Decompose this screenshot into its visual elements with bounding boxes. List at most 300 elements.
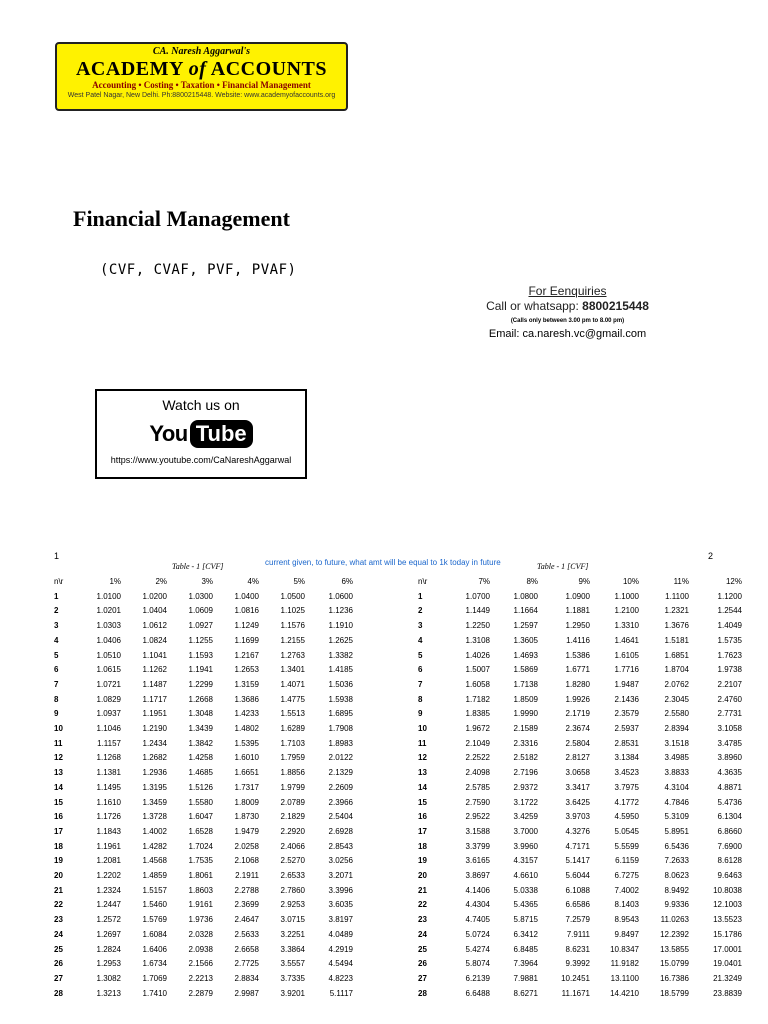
factor-cell: 1.0721 (96, 679, 121, 689)
page-number-right: 2 (708, 551, 714, 561)
phone-number[interactable]: 8800215448 (582, 299, 649, 313)
period-cell: 9 (418, 709, 423, 719)
table-row (418, 943, 742, 958)
logo-owner: CA. Naresh Aggarwal's (152, 46, 251, 57)
table-row (418, 590, 742, 605)
factor-cell: 3.1722 (513, 797, 538, 807)
factor-cell: 1.1025 (280, 606, 305, 616)
factor-cell: 4.7846 (664, 797, 689, 807)
factor-cell: 5.8951 (664, 826, 689, 836)
table-row (418, 722, 742, 737)
factor-cell: 8.9492 (664, 885, 689, 895)
factor-cell: 1.5735 (717, 635, 742, 645)
youtube-url[interactable]: https://www.youtube.com/CaNareshAggarwal (110, 455, 292, 465)
factor-cell: 5.1117 (329, 988, 353, 998)
factor-cell: 5.1417 (565, 856, 590, 866)
factor-cell: 1.2572 (96, 915, 121, 925)
factor-cell: 1.2250 (465, 621, 490, 631)
table-row (54, 796, 353, 811)
factor-cell: 1.2447 (96, 900, 121, 910)
table-row (54, 957, 353, 972)
factor-cell: 1.1200 (717, 591, 742, 601)
table-row (418, 781, 742, 796)
factor-cell: 2.9372 (513, 782, 538, 792)
factor-cell: 3.9703 (565, 812, 590, 822)
period-header: n\r (54, 577, 64, 586)
factor-cell: 1.6771 (565, 665, 590, 675)
factor-cell: 2.9253 (280, 900, 305, 910)
factor-cell: 4.0489 (328, 929, 353, 939)
factor-cell: 2.5404 (328, 812, 353, 822)
factor-cell: 1.1157 (97, 738, 121, 748)
logo-word-academy: ACADEMY (75, 58, 184, 80)
period-cell: 18 (54, 841, 63, 851)
factor-cell: 1.4641 (614, 635, 639, 645)
factor-cell: 4.7171 (565, 841, 590, 851)
factor-cell: 1.8009 (234, 797, 259, 807)
factor-cell: 1.2155 (280, 635, 305, 645)
period-cell: 1 (418, 591, 423, 601)
factor-cell: 1.6047 (188, 812, 213, 822)
factor-cell: 10.8038 (713, 885, 742, 895)
factor-cell: 6.8485 (513, 944, 538, 954)
period-cell: 4 (54, 635, 59, 645)
period-cell: 14 (418, 782, 427, 792)
factor-cell: 4.4304 (465, 900, 490, 910)
period-cell: 16 (418, 812, 427, 822)
factor-cell: 1.8385 (465, 709, 490, 719)
period-cell: 17 (418, 826, 427, 836)
factor-cell: 4.3104 (664, 782, 689, 792)
factor-cell: 21.3249 (713, 973, 742, 983)
factor-cell: 5.0338 (513, 885, 538, 895)
factor-cell: 1.6289 (280, 724, 305, 734)
factor-cell: 13.5523 (713, 915, 742, 925)
factor-cell: 1.1255 (188, 635, 213, 645)
factor-cell: 1.5395 (234, 738, 259, 748)
table-row (54, 663, 353, 678)
period-cell: 12 (418, 753, 427, 763)
factor-cell: 1.7410 (142, 988, 167, 998)
factor-cell: 6.1088 (565, 885, 590, 895)
factor-cell: 3.0658 (565, 768, 590, 778)
factor-cell: 1.0937 (96, 709, 121, 719)
factor-cell: 1.0612 (142, 621, 167, 631)
factor-cell: 1.3728 (142, 812, 167, 822)
factor-cell: 3.5557 (280, 959, 305, 969)
factor-cell: 1.5181 (664, 635, 689, 645)
factor-cell: 1.8280 (565, 679, 590, 689)
factor-cell: 5.0724 (465, 929, 490, 939)
factor-cell: 1.8061 (188, 871, 213, 881)
factor-cell: 12.1003 (713, 900, 742, 910)
factor-cell: 3.1518 (664, 738, 689, 748)
factor-cell: 7.9881 (513, 973, 538, 983)
factor-cell: 3.9201 (280, 988, 305, 998)
period-cell: 7 (418, 679, 423, 689)
factor-cell: 5.6044 (565, 871, 590, 881)
factor-cell: 1.4685 (188, 768, 213, 778)
factor-cell: 1.2668 (188, 694, 213, 704)
factor-cell: 2.8127 (565, 753, 590, 763)
email-line[interactable]: Email: ca.naresh.vc@gmail.com (488, 328, 647, 340)
youtube-logo-you: You (149, 421, 188, 446)
factor-cell: 1.9799 (280, 782, 305, 792)
factor-cell: 13.1100 (610, 973, 639, 983)
table-row (418, 619, 742, 634)
factor-cell: 8.6231 (565, 944, 590, 954)
factor-cell: 1.5869 (513, 665, 538, 675)
factor-cell: 1.1576 (280, 621, 305, 631)
factor-cell: 1.3686 (234, 694, 259, 704)
factor-cell: 1.0816 (234, 606, 259, 616)
table-row (418, 854, 742, 869)
factor-cell: 8.6128 (717, 856, 742, 866)
table-row (418, 796, 742, 811)
logo-address: West Patel Nagar, New Delhi. Ph:8800215448. Website: www.academyofaccounts.org (67, 92, 336, 99)
factor-cell: 1.5036 (328, 679, 353, 689)
factor-cell: 1.5938 (328, 694, 353, 704)
table-row (54, 604, 353, 619)
period-cell: 12 (54, 753, 63, 763)
phone-line (470, 298, 665, 314)
factor-cell: 2.6533 (280, 871, 305, 881)
factor-cell: 13.5855 (660, 944, 689, 954)
factor-cell: 2.3579 (614, 709, 639, 719)
logo-word-of: of (188, 58, 207, 80)
factor-cell: 3.8197 (328, 915, 353, 925)
factor-cell: 1.4002 (142, 826, 167, 836)
factor-cell: 2.9522 (465, 812, 490, 822)
rate-header: 12% (725, 577, 742, 586)
period-cell: 24 (54, 929, 63, 939)
rate-header: 8% (526, 577, 538, 586)
table-row (54, 619, 353, 634)
table-row (418, 649, 742, 664)
factor-cell: 7.9111 (566, 929, 590, 939)
table-row (418, 707, 742, 722)
factor-cell: 1.4026 (465, 650, 490, 660)
factor-cell: 6.1159 (615, 856, 639, 866)
table-row (54, 898, 353, 913)
factor-cell: 2.0938 (188, 944, 213, 954)
table-row (418, 884, 742, 899)
table-row (54, 840, 353, 855)
factor-cell: 1.0510 (96, 650, 121, 660)
factor-cell: 1.2081 (96, 856, 121, 866)
period-cell: 11 (418, 738, 427, 748)
factor-cell: 1.1843 (96, 826, 121, 836)
period-cell: 16 (54, 812, 63, 822)
factor-cell: 2.2879 (188, 988, 213, 998)
factor-cell: 1.0700 (465, 591, 490, 601)
factor-cell: 3.8960 (717, 753, 742, 763)
factor-cell: 9.9336 (664, 900, 689, 910)
factor-cell: 1.6651 (234, 768, 259, 778)
factor-cell: 1.1449 (465, 606, 490, 616)
period-cell: 9 (54, 709, 59, 719)
factor-cell: 6.1304 (717, 812, 742, 822)
factor-cell: 2.1436 (614, 694, 639, 704)
factor-cell: 1.0500 (280, 591, 305, 601)
factor-cell: 5.8715 (513, 915, 538, 925)
table-row (418, 766, 742, 781)
factor-cell: 7.2633 (664, 856, 689, 866)
factor-cell: 2.7196 (513, 768, 538, 778)
factor-cell: 1.4775 (280, 694, 305, 704)
period-cell: 5 (418, 650, 423, 660)
phone-label: Call or whatsapp: (486, 299, 579, 313)
factor-cell: 1.1941 (188, 665, 213, 675)
factor-cell: 2.7590 (465, 797, 490, 807)
factor-cell: 1.3108 (465, 635, 490, 645)
rate-header: 9% (578, 577, 590, 586)
factor-cell: 1.1100 (665, 591, 689, 601)
factor-cell: 2.2107 (717, 679, 742, 689)
factor-cell: 1.6406 (142, 944, 167, 954)
factor-cell: 1.1610 (96, 797, 121, 807)
factor-cell: 2.0328 (188, 929, 213, 939)
annotation-note: current given, to future, what amt will be equal to 1k today in future (265, 558, 501, 567)
factor-cell: 6.5436 (664, 841, 689, 851)
factor-cell: 1.1046 (96, 724, 121, 734)
factor-cell: 1.2324 (96, 885, 121, 895)
table-row (418, 751, 742, 766)
factor-cell: 4.1406 (465, 885, 490, 895)
factor-cell: 1.6734 (142, 959, 167, 969)
factor-cell: 1.0300 (188, 591, 213, 601)
factor-cell: 1.8983 (328, 738, 353, 748)
factor-cell: 2.1829 (280, 812, 305, 822)
period-cell: 7 (54, 679, 59, 689)
youtube-logo-tube: Tube (190, 420, 253, 448)
table-row (418, 634, 742, 649)
table-title-left: Table - 1 [CVF] (172, 562, 224, 571)
page-number-left: 1 (54, 551, 60, 561)
factor-cell: 15.1786 (713, 929, 742, 939)
factor-cell: 11.0263 (660, 915, 689, 925)
table-row (418, 928, 742, 943)
factor-cell: 5.4365 (513, 900, 538, 910)
period-cell: 10 (54, 724, 63, 734)
contact-block (470, 284, 665, 340)
factor-cell: 1.9479 (234, 826, 259, 836)
factor-cell: 1.2202 (96, 871, 121, 881)
factor-cell: 1.0406 (96, 635, 121, 645)
factor-cell: 3.6035 (328, 900, 353, 910)
factor-cell: 2.3674 (565, 724, 590, 734)
table-row (54, 825, 353, 840)
table-row (418, 604, 742, 619)
logo-word-accounts: ACCOUNTS (210, 58, 328, 80)
factor-cell: 9.8497 (614, 929, 639, 939)
factor-cell: 1.1664 (513, 606, 538, 616)
period-cell: 25 (418, 944, 427, 954)
factor-cell: 5.3109 (664, 812, 689, 822)
period-cell: 5 (54, 650, 59, 660)
factor-cell: 4.3157 (513, 856, 538, 866)
factor-cell: 1.7182 (465, 694, 490, 704)
academy-logo (55, 42, 348, 111)
watch-us-label: Watch us on (162, 397, 240, 413)
factor-cell: 3.0256 (328, 856, 353, 866)
factor-cell: 3.4259 (513, 812, 538, 822)
factor-cell: 1.1268 (96, 753, 121, 763)
factor-cell: 1.0829 (96, 694, 121, 704)
period-cell: 25 (54, 944, 63, 954)
factor-cell: 3.7335 (280, 973, 305, 983)
factor-cell: 1.3159 (234, 679, 259, 689)
enquiries-heading: For Eenquiries (528, 284, 607, 298)
factor-cell: 1.2953 (96, 959, 121, 969)
factor-cell: 6.2139 (465, 973, 490, 983)
period-cell: 18 (418, 841, 427, 851)
factor-cell: 1.9926 (565, 694, 590, 704)
period-cell: 6 (418, 665, 423, 675)
factor-cell: 1.0200 (142, 591, 167, 601)
factor-cell: 3.1588 (465, 826, 490, 836)
factor-cell: 2.2609 (328, 782, 353, 792)
factor-cell: 2.4760 (717, 694, 742, 704)
period-cell: 26 (418, 959, 427, 969)
factor-cell: 1.0800 (513, 591, 538, 601)
rate-header: 7% (478, 577, 490, 586)
table-row (54, 913, 353, 928)
factor-cell: 5.0545 (614, 826, 639, 836)
factor-cell: 2.5785 (465, 782, 490, 792)
factor-cell: 1.3195 (142, 782, 167, 792)
factor-cell: 2.0762 (664, 679, 689, 689)
factor-cell: 1.7908 (328, 724, 353, 734)
factor-cell: 1.9161 (188, 900, 213, 910)
table-row (418, 737, 742, 752)
factor-cell: 1.1236 (328, 606, 353, 616)
factor-cell: 19.0401 (713, 959, 742, 969)
factor-cell: 1.3082 (96, 973, 121, 983)
rate-header: 5% (293, 577, 305, 586)
factor-cell: 1.6895 (328, 709, 353, 719)
period-cell: 6 (54, 665, 59, 675)
period-cell: 3 (418, 621, 423, 631)
table-row (54, 987, 353, 1002)
factor-cell: 8.1403 (614, 900, 639, 910)
factor-cell: 1.8856 (280, 768, 305, 778)
period-cell: 13 (54, 768, 63, 778)
table-row (54, 590, 353, 605)
factor-cell: 1.3842 (188, 738, 213, 748)
factor-cell: 4.1772 (614, 797, 639, 807)
period-cell: 4 (418, 635, 423, 645)
period-cell: 27 (418, 973, 427, 983)
factor-cell: 3.6425 (565, 797, 590, 807)
factor-cell: 1.1726 (96, 812, 121, 822)
factor-cell: 4.3635 (717, 768, 742, 778)
factor-cell: 1.5769 (142, 915, 167, 925)
factor-cell: 2.5937 (614, 724, 639, 734)
factor-cell: 1.0404 (142, 606, 167, 616)
period-cell: 28 (54, 988, 63, 998)
factor-cell: 1.1262 (142, 665, 167, 675)
factor-cell: 7.2579 (565, 915, 590, 925)
factor-cell: 1.9672 (465, 724, 490, 734)
factor-cell: 1.1699 (234, 635, 259, 645)
factor-cell: 1.7024 (188, 841, 213, 851)
factor-cell: 2.0122 (328, 753, 353, 763)
period-cell: 13 (418, 768, 427, 778)
factor-cell: 1.1381 (96, 768, 121, 778)
factor-cell: 1.0600 (328, 591, 353, 601)
document-subtitle: (CVF, CVAF, PVF, PVAF) (100, 262, 297, 278)
factor-cell: 1.6010 (234, 753, 259, 763)
factor-cell: 1.5386 (565, 650, 590, 660)
factor-cell: 2.1068 (234, 856, 259, 866)
table-row (418, 987, 742, 1002)
factor-cell: 2.2522 (465, 753, 490, 763)
factor-cell: 1.4233 (234, 709, 259, 719)
period-cell: 20 (54, 871, 63, 881)
factor-cell: 3.7000 (513, 826, 538, 836)
factor-cell: 7.6900 (717, 841, 742, 851)
factor-cell: 17.0001 (713, 944, 742, 954)
youtube-banner[interactable] (95, 389, 307, 479)
factor-cell: 3.1058 (717, 724, 742, 734)
factor-cell: 1.5580 (188, 797, 213, 807)
factor-cell: 3.4523 (614, 768, 639, 778)
table-row (418, 825, 742, 840)
factor-cell: 1.2299 (188, 679, 213, 689)
factor-cell: 1.1910 (328, 621, 353, 631)
factor-cell: 2.4647 (234, 915, 259, 925)
period-cell: 19 (418, 856, 427, 866)
table-header-row (418, 575, 742, 590)
factor-cell: 1.5513 (280, 709, 305, 719)
factor-cell: 2.2920 (280, 826, 305, 836)
factor-cell: 1.1951 (142, 709, 167, 719)
factor-cell: 1.0927 (188, 621, 213, 631)
factor-cell: 5.4736 (717, 797, 742, 807)
factor-cell: 4.8871 (717, 782, 742, 792)
factor-cell: 2.8394 (664, 724, 689, 734)
factor-cell: 1.5126 (188, 782, 213, 792)
period-cell: 21 (418, 885, 427, 895)
factor-cell: 3.3996 (328, 885, 353, 895)
factor-cell: 2.7860 (280, 885, 305, 895)
factor-cell: 4.6610 (513, 871, 538, 881)
factor-cell: 1.2190 (142, 724, 167, 734)
factor-cell: 14.4210 (610, 988, 639, 998)
factor-cell: 3.4785 (717, 738, 742, 748)
factor-cell: 7.4002 (614, 885, 639, 895)
factor-cell: 1.4568 (142, 856, 167, 866)
factor-cell: 3.3417 (565, 782, 590, 792)
factor-cell: 1.9990 (513, 709, 538, 719)
period-header: n\r (418, 577, 428, 586)
factor-cell: 3.7975 (614, 782, 639, 792)
factor-cell: 4.5950 (614, 812, 639, 822)
factor-cell: 8.0623 (664, 871, 689, 881)
logo-tagline: Accounting • Costing • Taxation • Financial Management (92, 80, 311, 90)
table-header-row (54, 575, 353, 590)
table-row (418, 869, 742, 884)
factor-cell: 2.9987 (234, 988, 259, 998)
factor-cell: 1.3048 (188, 709, 213, 719)
factor-cell: 3.3799 (465, 841, 490, 851)
factor-cell: 9.6463 (717, 871, 742, 881)
table-row (418, 972, 742, 987)
factor-cell: 3.8833 (664, 768, 689, 778)
factor-cell: 2.8543 (328, 841, 353, 851)
factor-cell: 2.1049 (465, 738, 490, 748)
